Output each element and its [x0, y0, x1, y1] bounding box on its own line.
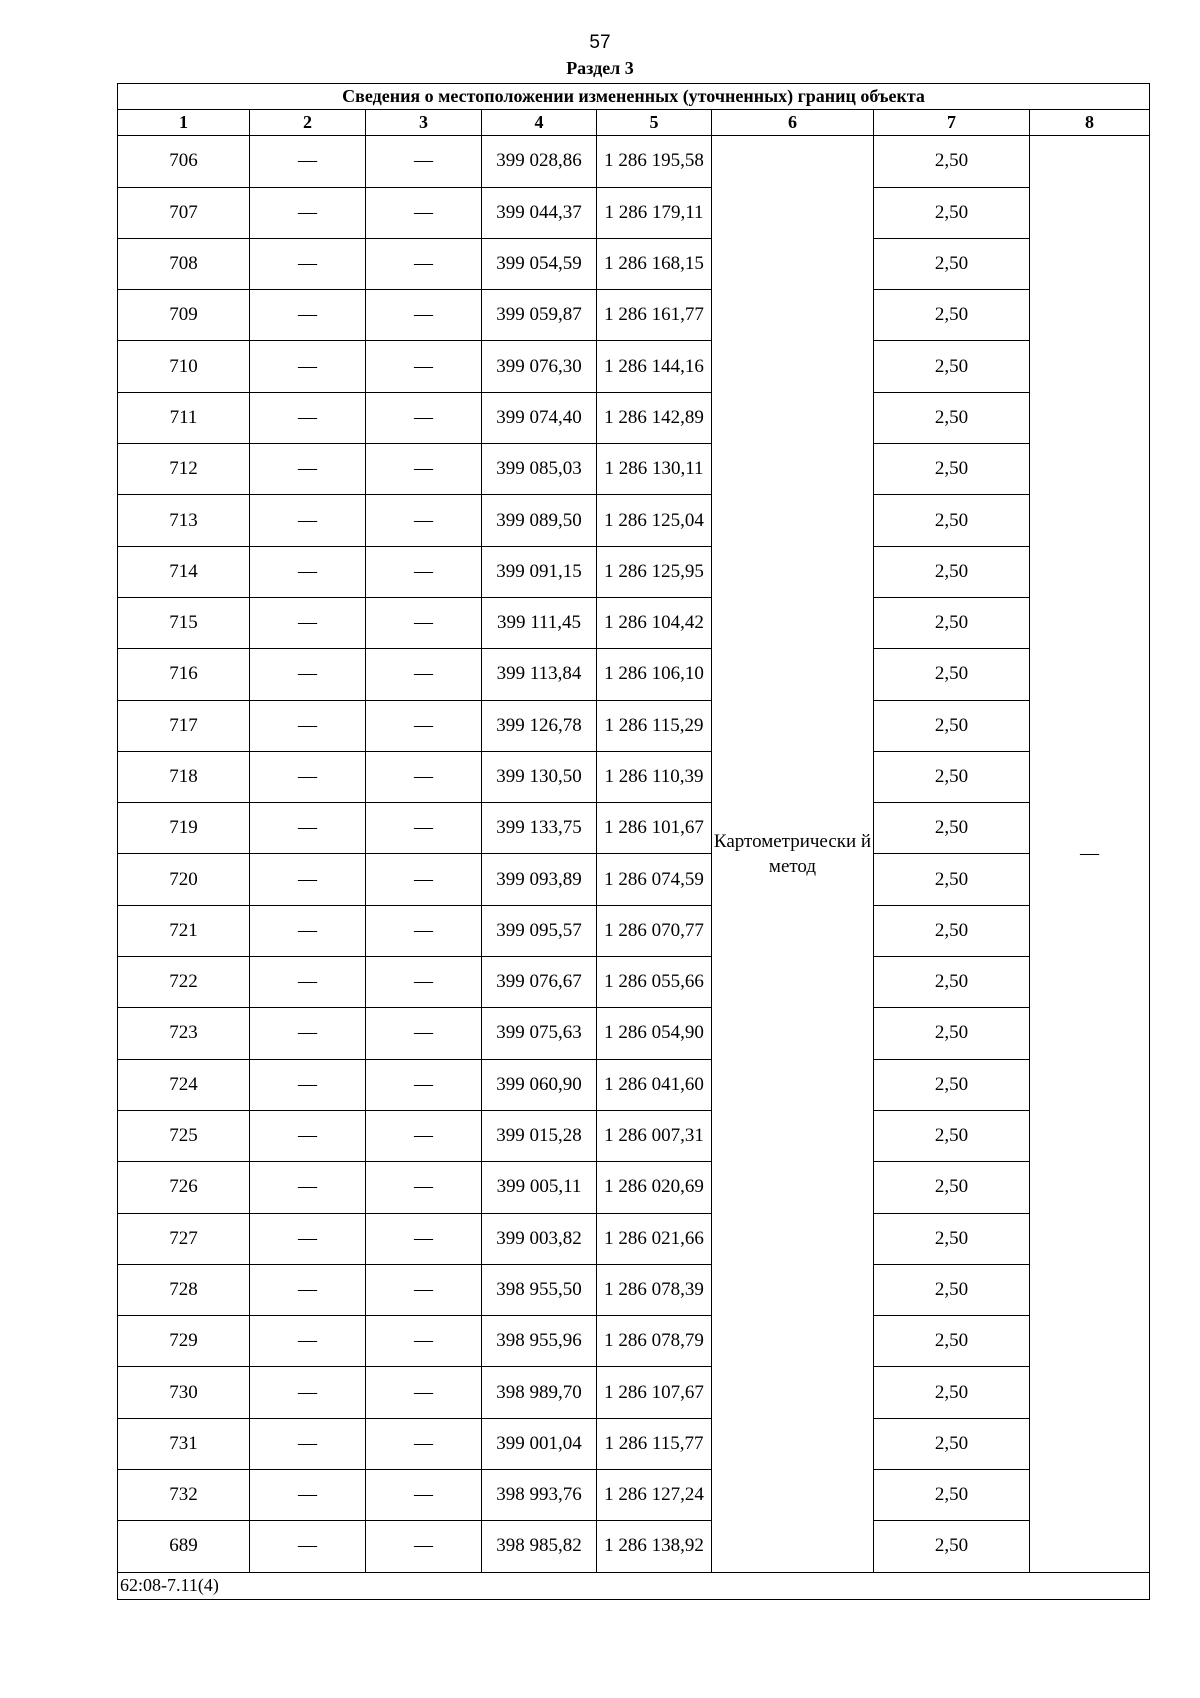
point-number: 725 — [118, 1110, 250, 1161]
point-number: 710 — [118, 341, 250, 392]
column-3-value: — — [366, 444, 482, 495]
point-number: 706 — [118, 136, 250, 187]
point-number: 689 — [118, 1521, 250, 1572]
column-2-value: — — [250, 1110, 366, 1161]
table-row — [118, 187, 1150, 238]
x-coordinate: 398 989,70 — [482, 1367, 597, 1418]
column-2-value: — — [250, 751, 366, 802]
x-coordinate: 398 955,96 — [482, 1316, 597, 1367]
accuracy-value: 2,50 — [874, 905, 1030, 956]
column-3-value: — — [366, 495, 482, 546]
section-title: Раздел 3 — [566, 58, 634, 78]
point-number: 720 — [118, 854, 250, 905]
x-coordinate: 399 091,15 — [482, 546, 597, 597]
column-3-value: — — [366, 1213, 482, 1264]
table-row — [118, 700, 1150, 751]
column-3-value: — — [366, 700, 482, 751]
column-3-value: — — [366, 136, 482, 187]
y-coordinate: 1 286 144,16 — [597, 341, 712, 392]
accuracy-value: 2,50 — [874, 957, 1030, 1008]
point-number: 713 — [118, 495, 250, 546]
x-coordinate: 399 054,59 — [482, 238, 597, 289]
point-number: 707 — [118, 187, 250, 238]
y-coordinate: 1 286 055,66 — [597, 957, 712, 1008]
column-3-value: — — [366, 751, 482, 802]
table-row — [118, 1316, 1150, 1367]
y-coordinate: 1 286 041,60 — [597, 1059, 712, 1110]
column-2-value: — — [250, 392, 366, 443]
point-number: 712 — [118, 444, 250, 495]
x-coordinate: 399 003,82 — [482, 1213, 597, 1264]
point-number: 722 — [118, 957, 250, 1008]
accuracy-value: 2,50 — [874, 495, 1030, 546]
column-3-value: — — [366, 1316, 482, 1367]
accuracy-value: 2,50 — [874, 854, 1030, 905]
x-coordinate: 398 955,50 — [482, 1264, 597, 1315]
x-coordinate: 398 993,76 — [482, 1470, 597, 1521]
x-coordinate: 399 133,75 — [482, 803, 597, 854]
x-coordinate: 399 075,63 — [482, 1008, 597, 1059]
column-2-value: — — [250, 1470, 366, 1521]
accuracy-value: 2,50 — [874, 290, 1030, 341]
table-row — [118, 546, 1150, 597]
column-3-value: — — [366, 392, 482, 443]
x-coordinate: 399 044,37 — [482, 187, 597, 238]
x-coordinate: 399 076,30 — [482, 341, 597, 392]
column-3-value: — — [366, 1059, 482, 1110]
x-coordinate: 399 001,04 — [482, 1418, 597, 1469]
column-3-value: — — [366, 1367, 482, 1418]
column-2-value: — — [250, 1367, 366, 1418]
column-2-value: — — [250, 187, 366, 238]
point-number: 721 — [118, 905, 250, 956]
column-3-value: — — [366, 803, 482, 854]
x-coordinate: 399 130,50 — [482, 751, 597, 802]
accuracy-value: 2,50 — [874, 1418, 1030, 1469]
column-2-value: — — [250, 341, 366, 392]
point-number: 718 — [118, 751, 250, 802]
x-coordinate: 399 074,40 — [482, 392, 597, 443]
x-coordinate: 399 126,78 — [482, 700, 597, 751]
x-coordinate: 399 089,50 — [482, 495, 597, 546]
x-coordinate: 399 113,84 — [482, 649, 597, 700]
column-2-value: — — [250, 1264, 366, 1315]
column-3-value: — — [366, 1418, 482, 1469]
table-row — [118, 1059, 1150, 1110]
accuracy-value: 2,50 — [874, 1470, 1030, 1521]
accuracy-value: 2,50 — [874, 238, 1030, 289]
table-row — [118, 444, 1150, 495]
point-number: 730 — [118, 1367, 250, 1418]
column-2-value: — — [250, 238, 366, 289]
table-row — [118, 803, 1150, 854]
table-row — [118, 854, 1150, 905]
table-row — [118, 1162, 1150, 1213]
point-number: 724 — [118, 1059, 250, 1110]
table-row — [118, 238, 1150, 289]
y-coordinate: 1 286 115,77 — [597, 1418, 712, 1469]
column-3-value: — — [366, 546, 482, 597]
table-row — [118, 751, 1150, 802]
column-8-value: — — [1030, 136, 1150, 1572]
column-2-value: — — [250, 957, 366, 1008]
y-coordinate: 1 286 078,79 — [597, 1316, 712, 1367]
x-coordinate: 399 060,90 — [482, 1059, 597, 1110]
table-row — [118, 1418, 1150, 1469]
point-number: 727 — [118, 1213, 250, 1264]
y-coordinate: 1 286 125,95 — [597, 546, 712, 597]
x-coordinate: 399 005,11 — [482, 1162, 597, 1213]
column-number-row — [118, 110, 1150, 136]
table-row — [118, 1008, 1150, 1059]
column-number: 1 — [118, 110, 250, 136]
accuracy-value: 2,50 — [874, 1059, 1030, 1110]
y-coordinate: 1 286 127,24 — [597, 1470, 712, 1521]
column-2-value: — — [250, 290, 366, 341]
column-2-value: — — [250, 854, 366, 905]
table-row — [118, 495, 1150, 546]
accuracy-value: 2,50 — [874, 187, 1030, 238]
column-3-value: — — [366, 290, 482, 341]
y-coordinate: 1 286 054,90 — [597, 1008, 712, 1059]
table-row — [118, 1264, 1150, 1315]
column-2-value: — — [250, 1316, 366, 1367]
column-2-value: — — [250, 1059, 366, 1110]
table-row — [118, 341, 1150, 392]
point-number: 711 — [118, 392, 250, 443]
table-row — [118, 136, 1150, 187]
column-3-value: — — [366, 905, 482, 956]
column-number: 7 — [874, 110, 1030, 136]
accuracy-value: 2,50 — [874, 341, 1030, 392]
y-coordinate: 1 286 130,11 — [597, 444, 712, 495]
page-number: 57 — [589, 32, 611, 53]
x-coordinate: 399 059,87 — [482, 290, 597, 341]
accuracy-value: 2,50 — [874, 1213, 1030, 1264]
table-row — [118, 392, 1150, 443]
accuracy-value: 2,50 — [874, 1110, 1030, 1161]
column-3-value: — — [366, 341, 482, 392]
x-coordinate: 399 076,67 — [482, 957, 597, 1008]
column-3-value: — — [366, 1264, 482, 1315]
accuracy-value: 2,50 — [874, 1162, 1030, 1213]
point-number: 717 — [118, 700, 250, 751]
y-coordinate: 1 286 021,66 — [597, 1213, 712, 1264]
column-3-value: — — [366, 957, 482, 1008]
accuracy-value: 2,50 — [874, 1367, 1030, 1418]
column-2-value: — — [250, 1521, 366, 1572]
column-3-value: — — [366, 187, 482, 238]
column-number: 3 — [366, 110, 482, 136]
table-row — [118, 649, 1150, 700]
x-coordinate: 399 093,89 — [482, 854, 597, 905]
accuracy-value: 2,50 — [874, 444, 1030, 495]
column-number: 6 — [712, 110, 874, 136]
column-2-value: — — [250, 597, 366, 648]
table-row — [118, 1367, 1150, 1418]
accuracy-value: 2,50 — [874, 136, 1030, 187]
accuracy-value: 2,50 — [874, 751, 1030, 802]
x-coordinate: 399 111,45 — [482, 597, 597, 648]
x-coordinate: 399 015,28 — [482, 1110, 597, 1161]
accuracy-value: 2,50 — [874, 392, 1030, 443]
point-number: 714 — [118, 546, 250, 597]
column-3-value: — — [366, 1008, 482, 1059]
y-coordinate: 1 286 110,39 — [597, 751, 712, 802]
point-number: 709 — [118, 290, 250, 341]
table-row — [118, 957, 1150, 1008]
y-coordinate: 1 286 007,31 — [597, 1110, 712, 1161]
y-coordinate: 1 286 101,67 — [597, 803, 712, 854]
point-number: 732 — [118, 1470, 250, 1521]
point-number: 726 — [118, 1162, 250, 1213]
accuracy-value: 2,50 — [874, 1264, 1030, 1315]
table-row — [118, 905, 1150, 956]
column-3-value: — — [366, 1162, 482, 1213]
accuracy-value: 2,50 — [874, 1008, 1030, 1059]
x-coordinate: 398 985,82 — [482, 1521, 597, 1572]
column-number: 8 — [1030, 110, 1150, 136]
y-coordinate: 1 286 125,04 — [597, 495, 712, 546]
x-coordinate: 399 095,57 — [482, 905, 597, 956]
column-3-value: — — [366, 854, 482, 905]
table-row — [118, 1521, 1150, 1572]
column-3-value: — — [366, 1110, 482, 1161]
y-coordinate: 1 286 070,77 — [597, 905, 712, 956]
x-coordinate: 399 028,86 — [482, 136, 597, 187]
x-coordinate: 399 085,03 — [482, 444, 597, 495]
y-coordinate: 1 286 078,39 — [597, 1264, 712, 1315]
column-2-value: — — [250, 1418, 366, 1469]
table-footer-row — [118, 1572, 1150, 1599]
point-number: 715 — [118, 597, 250, 648]
accuracy-value: 2,50 — [874, 1521, 1030, 1572]
column-3-value: — — [366, 1521, 482, 1572]
y-coordinate: 1 286 074,59 — [597, 854, 712, 905]
y-coordinate: 1 286 179,11 — [597, 187, 712, 238]
column-number: 4 — [482, 110, 597, 136]
table-caption: Сведения о местоположении измененных (уточненных) границ объекта — [118, 84, 1150, 110]
point-number: 728 — [118, 1264, 250, 1315]
column-2-value: — — [250, 546, 366, 597]
column-2-value: — — [250, 803, 366, 854]
column-2-value: — — [250, 495, 366, 546]
column-3-value: — — [366, 597, 482, 648]
column-2-value: — — [250, 1162, 366, 1213]
point-number: 719 — [118, 803, 250, 854]
accuracy-value: 2,50 — [874, 649, 1030, 700]
y-coordinate: 1 286 107,67 — [597, 1367, 712, 1418]
point-number: 708 — [118, 238, 250, 289]
table-row — [118, 1470, 1150, 1521]
accuracy-value: 2,50 — [874, 597, 1030, 648]
column-3-value: — — [366, 238, 482, 289]
column-number: 2 — [250, 110, 366, 136]
column-3-value: — — [366, 1470, 482, 1521]
point-number: 729 — [118, 1316, 250, 1367]
table-caption-row — [118, 84, 1150, 110]
column-2-value: — — [250, 444, 366, 495]
y-coordinate: 1 286 168,15 — [597, 238, 712, 289]
accuracy-value: 2,50 — [874, 546, 1030, 597]
y-coordinate: 1 286 020,69 — [597, 1162, 712, 1213]
y-coordinate: 1 286 138,92 — [597, 1521, 712, 1572]
y-coordinate: 1 286 106,10 — [597, 649, 712, 700]
accuracy-value: 2,50 — [874, 803, 1030, 854]
column-2-value: — — [250, 649, 366, 700]
column-2-value: — — [250, 700, 366, 751]
column-2-value: — — [250, 905, 366, 956]
point-number: 716 — [118, 649, 250, 700]
table-footer-code: 62:08-7.11(4) — [118, 1572, 1150, 1599]
column-3-value: — — [366, 649, 482, 700]
method-cell: Картометрически й метод — [712, 136, 874, 1572]
accuracy-value: 2,50 — [874, 700, 1030, 751]
column-2-value: — — [250, 1213, 366, 1264]
accuracy-value: 2,50 — [874, 1316, 1030, 1367]
y-coordinate: 1 286 195,58 — [597, 136, 712, 187]
table-row — [118, 1213, 1150, 1264]
boundary-coordinates-table — [117, 83, 1150, 1600]
point-number: 723 — [118, 1008, 250, 1059]
y-coordinate: 1 286 115,29 — [597, 700, 712, 751]
y-coordinate: 1 286 161,77 — [597, 290, 712, 341]
column-number: 5 — [597, 110, 712, 136]
table-row — [118, 1110, 1150, 1161]
y-coordinate: 1 286 142,89 — [597, 392, 712, 443]
point-number: 731 — [118, 1418, 250, 1469]
table-row — [118, 597, 1150, 648]
y-coordinate: 1 286 104,42 — [597, 597, 712, 648]
column-2-value: — — [250, 136, 366, 187]
column-2-value: — — [250, 1008, 366, 1059]
table-row — [118, 290, 1150, 341]
